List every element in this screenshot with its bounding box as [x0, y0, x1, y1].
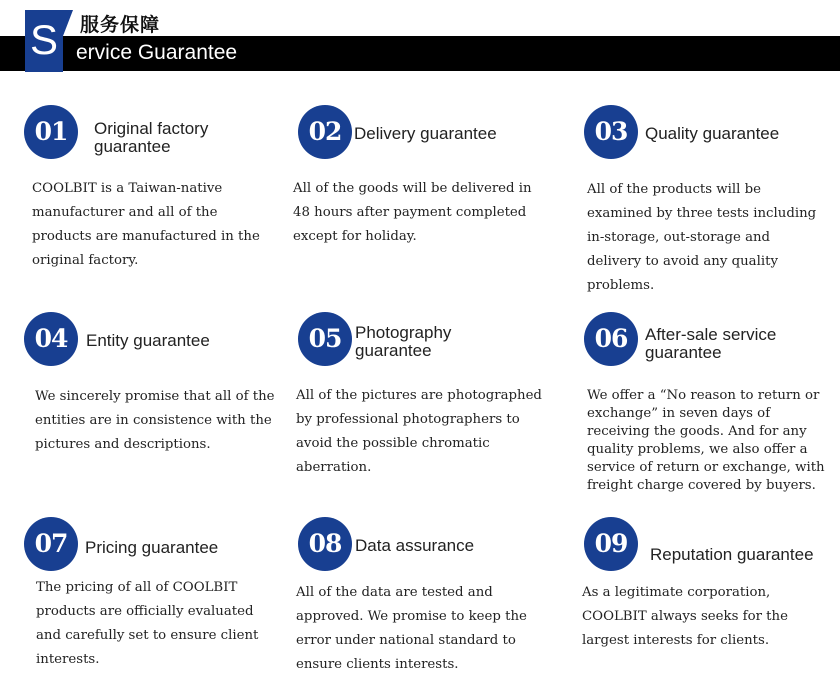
number-badge-09: 09 — [584, 517, 638, 571]
number-badge-08: 08 — [298, 517, 352, 571]
number-badge-04: 04 — [24, 312, 78, 366]
guarantee-text: All of the products will be examined by three tests including in-storage, out-storage and delivery to avoid any quality problems. — [587, 182, 817, 293]
number-badge-02: 02 — [298, 105, 352, 159]
number-badge-06: 06 — [584, 312, 638, 366]
guarantee-title: Quality guarantee — [645, 124, 780, 143]
guarantee-title: Entity guarantee — [86, 331, 210, 350]
guarantee-text: The pricing of all of COOLBIT products are officially evaluated and carefully set to ensure client interests. — [36, 580, 259, 667]
guarantee-title: After-sale service guarantee — [645, 325, 777, 362]
number-badge-05: 05 — [298, 312, 352, 366]
guarantee-text: We sincerely promise that all of the entities are in consistence with the pictures and descriptions. — [35, 389, 275, 452]
section-title-en: ervice Guarantee — [76, 41, 238, 64]
guarantee-text: We offer a “No reason to return or exchange” in seven days of receiving the goods. And for any quality problems, we also offer a service of return or exchange, with freight charge covered by buyers. — [587, 388, 825, 493]
guarantee-text: As a legitimate corporation, COOLBIT always seeks for the largest interests for clients. — [582, 585, 788, 648]
guarantee-text: All of the data are tested and approved. We promise to keep the error under national standard to ensure clients interests. — [296, 585, 527, 672]
number-badge-03: 03 — [584, 105, 638, 159]
number-badge-07: 07 — [24, 517, 78, 571]
guarantee-title: Photography guarantee — [355, 323, 452, 360]
guarantee-title: Delivery guarantee — [354, 124, 497, 143]
guarantee-text: COOLBIT is a Taiwan-native manufacturer and all of the products are manufactured in the original factory. — [32, 181, 260, 268]
guarantee-title: Pricing guarantee — [85, 538, 219, 557]
section-title-cn: 服务保障 — [80, 14, 161, 36]
guarantee-title: Reputation guarantee — [650, 545, 814, 564]
logo-letter-block: S — [25, 10, 63, 72]
number-badge-01: 01 — [24, 105, 78, 159]
guarantee-text: All of the goods will be delivered in 48 hours after payment completed except for holiday. — [293, 181, 532, 244]
guarantee-text: All of the pictures are photographed by professional photographers to avoid the possible chromatic aberration. — [296, 388, 542, 475]
guarantee-title: Data assurance — [355, 536, 475, 555]
guarantee-title: Original factory guarantee — [94, 119, 209, 156]
